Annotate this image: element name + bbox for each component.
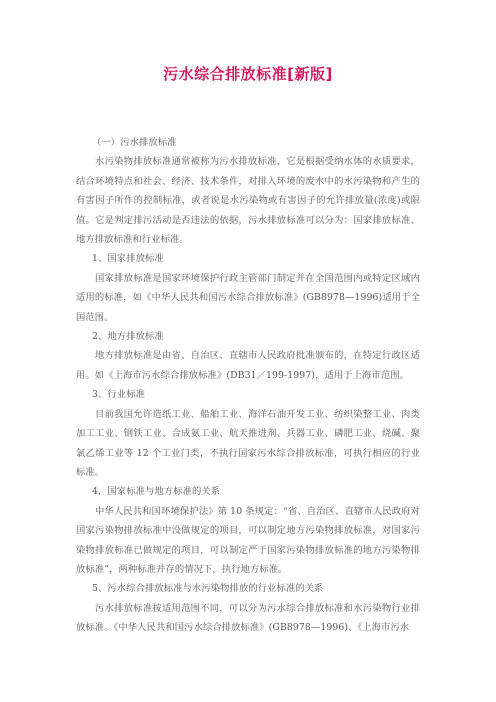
section-heading: （一）污水排放标准: [92, 137, 177, 148]
paragraph: 水污染物排放标准通常被称为污水排放标准，它是根据受纳水体的水质要求，结合环境特点和社会、经济、技术条件，对排入环境的废水中的水污染物和产生的有害因子所作的控制标准，或者说是水污染物或有害因子的允许排放量(浓度)或限值。它是判定排污活动是否违法的依据，污水排放标准可以分为：国家排放标准、地方排放标准和行业标准。: [76, 156, 420, 246]
section-heading: 2、地方排放标准: [92, 331, 164, 343]
paragraph: 中华人民共和国环境保护法》第 10 条规定：“省、自治区、直辖市人民政府对国家污染物排放标准中没做规定的项目，可以制定地方污染物排放标准，对国家污染物排放标准已做规定的项目，可以制定严于国家污染物排放标准的地方污染物排放标准”，两种标准并存的情况下，执行地方标准。: [76, 505, 420, 575]
section-heading: 5、污水综合排放标准与水污染物排放的行业标准的关系: [92, 583, 324, 595]
document-title: 污水综合排放标准[新版]: [163, 65, 333, 83]
section-heading: 3、行业标准: [92, 389, 145, 401]
paragraph: 目前我国允许造纸工业、船舶工业、海洋石油开发工业、纺织染整工业、肉类加工工业、钢铁工业、合成氨工业、航天推进剂、兵器工业、磷肥工业、烧碱、聚氯乙烯工业等 12 个工业门类，不执行国家污水综合排放标准，可执行相应的行业标准。: [76, 408, 420, 478]
paragraph: 地方排放标准是由省、自治区、直辖市人民政府批准颁布的，在特定行政区适用。如《上海市污水综合排放标准》(DB31／199-1997)，适用于上海市范围。: [76, 350, 420, 381]
section-heading: 1、国家排放标准: [92, 253, 164, 265]
section-heading: 4．国家标准与地方标准的关系: [92, 486, 221, 498]
document-body: [76, 133, 420, 638]
paragraph: 污水排放标准按适用范围不同，可以分为污水综合排放标准和水污染物行业排放标准。《中华人民共和国污水综合排放标准》(GB8978—1996)、《上海市污水: [76, 602, 420, 634]
paragraph: 国家排放标准是国家环境保护行政主管部门制定并在全国范围内或特定区域内适用的标准，如《中华人民共和国污水综合排放标准》(GB8978—1996)适用于全国范围。: [76, 272, 420, 323]
